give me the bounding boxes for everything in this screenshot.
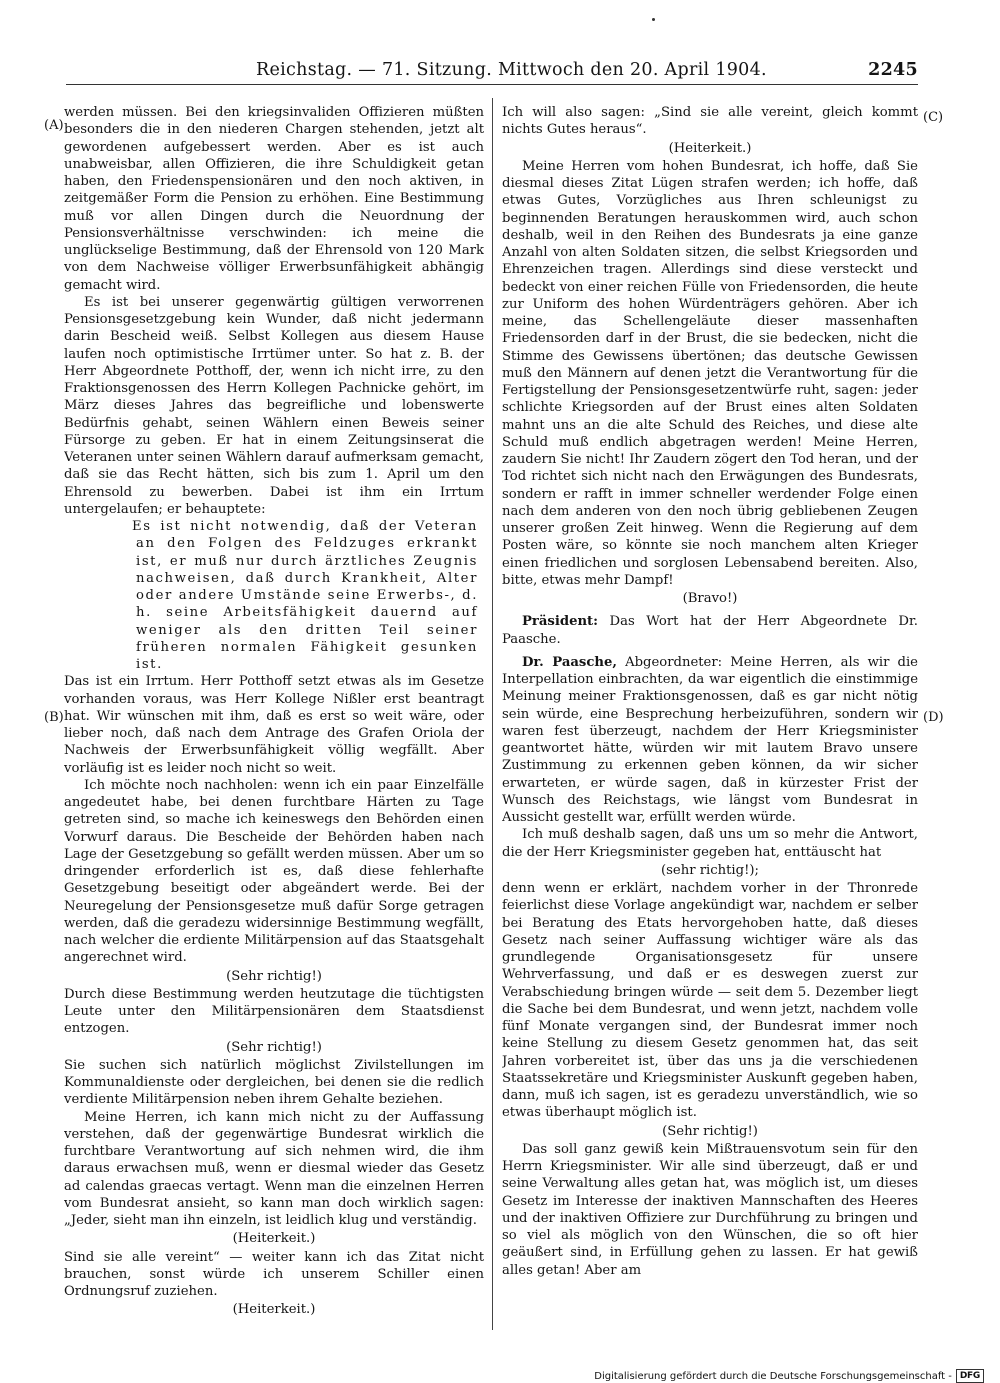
speaker-text: Abgeordneter: Meine Herren, als wir die Interpellation einbrachten, da war eigentlich die einstimmige Meinung meiner Fraktionsgenossen, daß es gar nicht nötig sein würde, eine Besprechung herbeizuführen, sondern wir waren fest überzeugt, nachdem der Herr Kriegsminister geantwortet hätte, würden wir mit lautem Bravo unsere Zustimmung zu erkennen geben können, da wir sicher erwarteten, er würde sagen, daß in kürzester Frist der Wunsch des Reichstags, wie längst vom Bundesrat in Aussicht gestellt war, erfüllt werden würde.	[502, 654, 918, 825]
page-number: 2245	[868, 60, 918, 80]
speaker-name: Dr. Paasche,	[522, 654, 617, 670]
interjection: (Heiterkeit.)	[232, 1231, 316, 1247]
paragraph: denn wenn er erklärt, nachdem vorher in der Thronrede feierlichst diese Vorlage angekündigt war, nachdem er selber bei Beratung des Etats hervorgehoben hatte, daß dieses Gesetz nach seiner Auffassung wichtiger wäre als das grundlegende Organisationsgesetz für unsere Wehrverfassung, und daß er es deswegen zuerst zur Verabschiedung bringen würde — seit dem 5. Dezember liegt die Sache bei dem Bundesrat, und wenn jetzt, nachdem volle fünf Monate vergangen sind, der Bundesrat immer noch keine Stellung zu diesem Gesetz genommen hat, das seit Jahren vorbereitet ist, über das uns ja die verschiedenen Staatssekretäre und Kriegsminister Auskunft gegeben haben, dann, muß ich sagen, ist es geradezu unverständlich, wie so etwas überhaupt möglich ist.	[502, 881, 918, 1121]
paragraph: Sie suchen sich natürlich möglichst Zivilstellungen im Kommunaldienste oder dergleichen, bei denen sie die redlich verdiente Militärpension neben ihrem Gehalte beziehen.	[64, 1057, 484, 1108]
interjection: (Sehr richtig!)	[226, 1039, 322, 1055]
interjection: (Sehr richtig!)	[226, 968, 322, 984]
footer-text: Digitalisierung gefördert durch die Deutsche Forschungsgemeinschaft -	[594, 1370, 952, 1382]
dfg-logo: DFG	[956, 1369, 984, 1383]
left-column	[64, 104, 484, 1329]
right-column	[502, 104, 918, 1329]
paragraph: Meine Herren, ich kann mich nicht zu der Auffassung verstehen, daß der gegenwärtige Bundesrat wirklich die furchtbare Verantwortung auf sich nehmen wird, die ihm daraus erwachsen muß, wenn er diesmal wieder das Gesetz ad calendas graecas vertagt. Wenn man die einzelnen Herren vom Bundesrat ansieht, so kann man doch wirklich sagen: „Jeder, sieht man ihn einzeln, ist leidlich klug und verständig.	[64, 1109, 484, 1228]
paragraph: Das soll ganz gewiß kein Mißtrauensvotum sein für den Herrn Kriegsminister. Wir alle sind überzeugt, daß er und seine Verwaltung alles getan hat, was möglich ist, um dieses Gesetz im Interesse der inaktiven Mannschaften des Heeres und der inaktiven Offiziere zur Durchführung zu bringen und so viel als möglich von den Wünschen, die so oft hier geäußert sind, in Erfüllung gehen zu lassen. Er hat gewiß alles getan! Aber am	[502, 1141, 918, 1278]
paragraph: Das ist ein Irrtum. Herr Potthoff setzt etwas als im Gesetze vorhanden voraus, was Herr Kollege Nißler erst beantragt hat. Wir wünschen mit ihm, daß es erst so weit wäre, oder lieber noch, daß nach dem Antrage des Grafen Oriola der Nachweis der Erwerbsunfähigkeit völlig wegfällt. Aber vorläufig ist es leider noch nicht so weit.	[64, 674, 484, 776]
speaker-label: Präsident:	[522, 614, 599, 630]
paragraph: Ich muß deshalb sagen, daß uns um so mehr die Antwort, die der Herr Kriegsminister gegeben hat, enttäuscht hat	[502, 827, 918, 860]
running-title: Reichstag. — 71. Sitzung. Mittwoch den 20. April 1904.	[256, 60, 767, 80]
paragraph: werden müssen. Bei den kriegsinvaliden Offizieren müßten besonders die in den niederen Chargen stehenden, jetzt alt gewordenen aufgebessert werden. Aber es ist auch unabweisbar, allen Offizieren, die ihre Schuldigkeit getan haben, den Friedenspensionären und den noch aktiven, in zeitgemäßer Form die Pension zu erhöhen. Eine Bestimmung muß vor allen Dingen durch die Neuordnung der Pensionsverhältnisse verschwinden: ich meine die unglückselige Bestimmung, daß der Ehrensold von 120 Mark von dem Nachweise völliger Erwerbsunfähigkeit abhängig gemacht wird.	[64, 105, 484, 293]
paragraph: Es ist bei unserer gegenwärtig gültigen verworrenen Pensionsgesetzgebung kein Wunder, daß nicht jedermann darin Bescheid weiß. Selbst Kollegen aus diesem Hause laufen noch optimistische Irrtümer unter. So hat z. B. der Herr Abgeordnete Potthoff, der, wenn ich nicht irre, zu den Fraktionsgenossen des Herrn Kollegen Pachnicke gehört, im März dieses Jahres das begreifliche und lobenswerte Bedürfnis gehabt, seinen Wählern einen Beweis seiner Fürsorge zu geben. Er hat in einem Zeitungsinserat die Veteranen unter seinen Wählern darauf aufmerksam gemacht, daß sie das Recht hätten, sich bis zum 1. April um den Ehrensold zu bewerben. Dabei ist ihm ein Irrtum untergelaufen; er behauptete:	[64, 294, 484, 517]
margin-mark-a: (A)	[44, 118, 64, 133]
president-text: Das Wort hat der Herr Abgeordnete Dr. Paasche.	[502, 614, 918, 647]
interjection: (Heiterkeit.)	[668, 140, 752, 156]
paragraph: Durch diese Bestimmung werden heutzutage die tüchtigsten Leute unter den Militärpensionären dem Staatsdienst entzogen.	[64, 986, 484, 1037]
print-speck	[652, 18, 655, 21]
interjection: (Heiterkeit.)	[232, 1302, 316, 1318]
block-quote: Es ist nicht notwendig, daß der Veteran an den Folgen des Feldzuges erkrankt ist, er muß nur durch ärztliches Zeugnis nachweisen, daß durch Krankheit, Alter oder andere Umstände seine Erwerbs-, d. h. seine Arbeitsfähigkeit dauernd auf weniger als den dritten Teil seiner früheren normalen Fähigkeit gesunken ist.	[132, 519, 478, 672]
page-header	[66, 58, 918, 84]
president-statement	[502, 613, 918, 648]
footer-credit	[594, 1369, 984, 1383]
interjection: (sehr richtig!);	[661, 862, 759, 878]
column-divider	[492, 98, 493, 1330]
margin-mark-d: (D)	[923, 710, 944, 725]
margin-mark-b: (B)	[44, 710, 64, 725]
speaker-paragraph	[502, 654, 918, 827]
paragraph: Ich will also sagen: „Sind sie alle vereint, gleich kommt nichts Gutes heraus“.	[502, 105, 918, 138]
header-rule	[66, 84, 918, 85]
interjection: (Bravo!)	[682, 591, 738, 606]
interjection: (Sehr richtig!)	[662, 1123, 758, 1139]
paragraph: Meine Herren vom hohen Bundesrat, ich hoffe, daß Sie diesmal dieses Zitat Lügen strafen werden; ich hoffe, daß etwas Gutes, Vorzügliches aus Ihren schleunigst zu beginnenden Beratungen herauskommen wird, auch schon deshalb, weil in den Reihen des Bundesrats ja eine ganze Anzahl von alten Soldaten sitzen, die selbst Kriegsorden und Ehrenzeichen tragen. Allerdings sind diese versteckt und bedeckt von einer reichen Fülle von Friedensorden, die heute zur Uniform des hohen Würdenträgers gehören. Aber ich meine, das Schellengeläute dieser massenhaften Friedensorden darf in der Brust, die sie bedecken, nicht die Stimme des Gewissens übertönen; das deutsche Gewissen muß den Männern auf denen jetzt die Verantwortung für die Fertigstellung der Pensionsgesetzentwürfe ruht, sagen: jeder schlichte Kriegsorden auf der Brust eines alten Soldaten mahnt uns an die alte Schuld des Reiches, und diese alte Schuld muß endlich abgetragen werden! Meine Herren, zaudern Sie nicht! Ihr Zaudern zögert den Tod heran, und der Tod richtet sich nicht nach den Erwägungen des Bundesrats, sondern er rafft in immer schneller werdender Folge einen nach dem anderen von den noch übrig gebliebenen Zeugen unserer großen Zeit hinweg. Wenn die Regierung auf dem Posten wäre, so könnte sie noch manchem alten Krieger einen friedlichen und sorglosen Lebensabend bereiten. Also, bitte, etwas mehr Dampf!	[502, 158, 918, 588]
paragraph: Sind sie alle vereint“ — weiter kann ich das Zitat nicht brauchen, sonst würde ich unserem Schiller einen Ordnungsruf zuziehen.	[64, 1249, 484, 1299]
paragraph: Ich möchte noch nachholen: wenn ich ein paar Einzelfälle angedeutet habe, bei denen furchtbare Härten zu Tage getreten sind, so mache ich keineswegs den Behörden einen Vorwurf daraus. Die Bescheide der Behörden haben nach Lage der Gesetzgebung so gefällt werden müssen. Aber um so dringender erforderlich ist es, daß diese fehlerhafte Gesetzgebung beseitigt oder abgeändert werde. Bei der Neuregelung der Pensionsgesetze muß dafür Sorge getragen werden, daß die geradezu widersinnige Bestimmung wegfällt, nach welcher die erdiente Militärpension auf das Staatsgehalt angerechnet wird.	[64, 777, 484, 966]
margin-mark-c: (C)	[923, 110, 944, 125]
